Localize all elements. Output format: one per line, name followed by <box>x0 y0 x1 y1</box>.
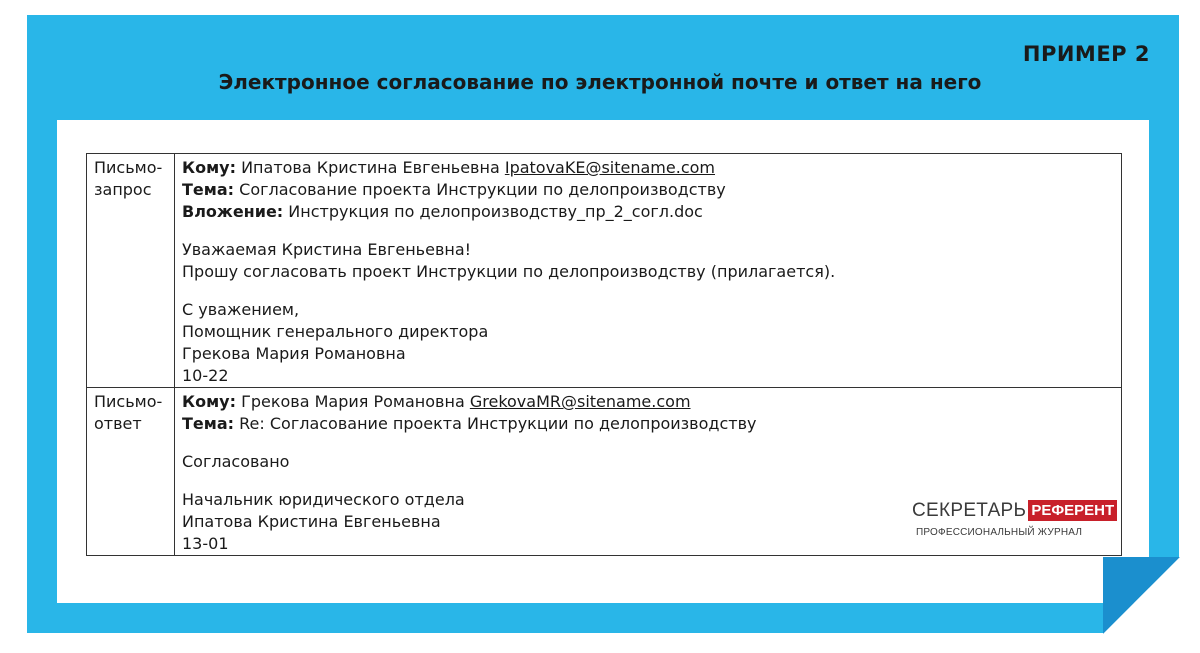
to-line <box>182 157 1114 179</box>
sign-off: С уважением, <box>182 300 300 319</box>
row-label-line1: Письмо- <box>94 392 163 411</box>
email-link[interactable]: IpatovaKE@sitename.com <box>504 158 715 177</box>
to-line <box>182 391 1114 413</box>
phone-extension: 10-22 <box>182 366 229 385</box>
email-link[interactable]: GrekovaMR@sitename.com <box>469 392 691 411</box>
signer-name: Ипатова Кристина Евгеньевна <box>182 512 441 531</box>
row-label-line1: Письмо- <box>94 158 163 177</box>
logo-subtitle: ПРОФЕССИОНАЛЬНЫЙ ЖУРНАЛ <box>916 527 1083 538</box>
attachment-line <box>182 201 1114 223</box>
subject-line <box>182 413 1114 435</box>
attachment-name: Инструкция по делопроизводству_пр_2_согл.doc <box>288 202 703 221</box>
row-label-line2: запрос <box>94 180 152 199</box>
signer-position: Начальник юридического отдела <box>182 490 465 509</box>
letters-table <box>86 153 1122 556</box>
table-row-request <box>87 154 1122 388</box>
body-text: Прошу согласовать проект Инструкции по делопроизводству (прилагается). <box>182 262 836 281</box>
journal-logo <box>912 500 1115 545</box>
logo-brand <box>912 500 1115 521</box>
letter-request <box>175 154 1122 388</box>
subject-text: Согласование проекта Инструкции по делопроизводству <box>239 180 726 199</box>
to-name: Грекова Мария Романовна <box>241 392 465 411</box>
subject-line <box>182 179 1114 201</box>
to-name: Ипатова Кристина Евгеньевна <box>241 158 500 177</box>
subject-key: Тема: <box>182 414 235 433</box>
page-curl-icon <box>1103 557 1180 634</box>
example-label: ПРИМЕР 2 <box>1022 42 1150 66</box>
signer-position: Помощник генерального директора <box>182 322 489 341</box>
subject-text: Re: Согласование проекта Инструкции по делопроизводству <box>239 414 757 433</box>
greeting: Уважаемая Кристина Евгеньевна! <box>182 240 472 259</box>
subject-key: Тема: <box>182 180 235 199</box>
row-label-line2: ответ <box>94 414 142 433</box>
logo-brand-part1: СЕКРЕТАРЬ <box>912 500 1027 521</box>
signer-name: Грекова Мария Романовна <box>182 344 406 363</box>
page-title: Электронное согласование по электронной почте и ответ на него <box>218 70 982 94</box>
row-label-reply <box>87 388 175 556</box>
body-text: Согласовано <box>182 452 290 471</box>
logo-brand-part2: РЕФЕРЕНТ <box>1028 500 1117 521</box>
attachment-key: Вложение: <box>182 202 284 221</box>
to-key: Кому: <box>182 392 236 411</box>
phone-extension: 13-01 <box>182 534 229 553</box>
row-label-request <box>87 154 175 388</box>
to-key: Кому: <box>182 158 236 177</box>
